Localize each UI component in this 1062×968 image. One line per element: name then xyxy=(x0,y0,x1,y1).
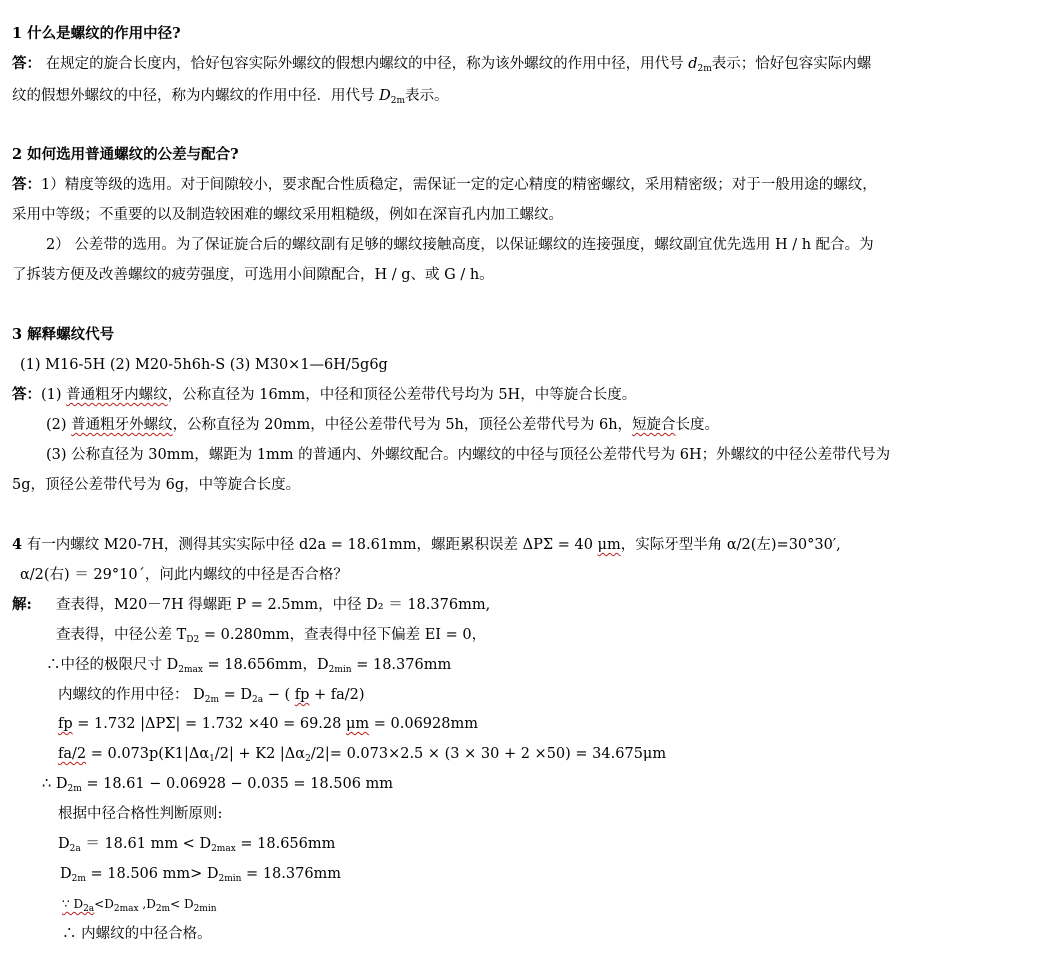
step-text: 查表得，中径公差 T xyxy=(56,627,187,643)
q1-text-1: 在规定的旋合长度内，恰好包容实际外螺纹的假想内螺纹的中径，称为该外螺纹的作用中径，用代号 xyxy=(45,56,684,72)
solution-conclusion: ∴ 内螺纹的中径合格。 xyxy=(62,926,212,942)
step-text: + fa/2) xyxy=(309,687,365,703)
step-text: ∴ D xyxy=(42,776,68,792)
q3-answer-2 xyxy=(46,415,719,435)
q4-title-line-2: α/2(右) ＝ 29°10´，问此内螺纹的中径是否合格？ xyxy=(20,567,348,583)
q4-title-tail: ，实际牙型半角 α/2(左)=30°30′, xyxy=(620,537,841,553)
term-coarse-external-thread: 普通粗牙外螺纹 xyxy=(71,417,173,433)
step-text: = 0.073p(K1|Δα xyxy=(86,746,210,762)
solution-step-7 xyxy=(42,774,393,794)
term-short-engagement: 短旋合 xyxy=(632,417,676,433)
step-text: = 18.376mm xyxy=(351,657,452,673)
q3-codes: (1) M16-5H (2) M20-5h6h-S (3) M30×1—6H/5g6g xyxy=(20,357,388,373)
solution-step-3 xyxy=(46,655,451,675)
subscript: 2min xyxy=(218,874,242,884)
q1-title: 1 什么是螺纹的作用中径? xyxy=(12,25,181,42)
step-text: < D xyxy=(170,897,194,911)
subscript: 2max xyxy=(113,904,139,914)
item-number: (2) xyxy=(46,417,72,433)
step-text: ∴中径的极限尺寸 D xyxy=(46,657,179,673)
term-coarse-internal-thread: 普通粗牙内螺纹 xyxy=(66,387,168,403)
q2-answer-line-2: 采用中等级；不重要的以及制造较困难的螺纹采用粗糙级，例如在深盲孔内加工螺纹。 xyxy=(12,207,563,223)
q1-text-1-tail: 表示；恰好包容实际内螺 xyxy=(711,56,872,72)
step-text: = 18.376mm xyxy=(241,866,342,882)
symbol-D: D xyxy=(379,88,391,104)
step-text: = 18.656mm，D xyxy=(202,657,329,673)
solution-step-8: 根据中径合格性判断原则: xyxy=(58,806,223,822)
subscript: 2a xyxy=(69,844,81,854)
q1-answer-line-2 xyxy=(12,86,449,106)
step-text: 内螺纹的作用中径： D xyxy=(58,687,205,703)
q3-answer-1 xyxy=(12,385,636,405)
step-text: − ( xyxy=(263,687,295,703)
subscript: 1 xyxy=(209,754,215,764)
q3-answer-2-tail: 长度。 xyxy=(675,417,720,433)
q3-answer-2-text: ，公称直径为 20mm，中径公差带代号为 5h，顶径公差带代号为 6h， xyxy=(172,417,633,433)
subscript: 2max xyxy=(211,844,236,854)
subscript: 2a xyxy=(252,695,264,705)
solution-step-9 xyxy=(58,834,335,854)
q2-text-1: 1）精度等级的选用。对于间隙较小，要求配合性质稳定，需保证一定的定心精度的精密螺纹，采用精密级；对于一般用途的螺纹， xyxy=(41,177,877,193)
subscript: D2 xyxy=(186,635,200,645)
q4-title-text: 有一内螺纹 M20-7H，测得其实实际中径 d2a = 18.61mm，螺距累积误差 ΔPΣ = 40 xyxy=(26,537,598,553)
step-text: = 1.732 |ΔPΣ| = 1.732 ×40 = 69.28 xyxy=(72,716,346,732)
q3-answer-1-text: ，公称直径为 16mm，中径和顶径公差带代号均为 5H，中等旋合长度。 xyxy=(167,387,637,403)
subscript: 2m xyxy=(71,874,86,884)
q4-number: 4 xyxy=(12,536,23,553)
step-text: ∵ D xyxy=(62,897,84,911)
solution-step-5 xyxy=(58,714,478,734)
solution-step-10 xyxy=(60,864,341,884)
step-text: /2| + K2 |Δα xyxy=(214,746,306,762)
subscript: 2m xyxy=(67,784,82,794)
symbol-sub: 2m xyxy=(390,96,406,106)
q1-text-2: 纹的假想外螺纹的中径，称为内螺纹的作用中径．用代号 xyxy=(12,88,375,104)
answer-label: 答： xyxy=(12,386,41,403)
step-text: D xyxy=(60,866,72,882)
unit-um: μm xyxy=(345,716,370,732)
step-text: D xyxy=(58,836,70,852)
solution-step-4 xyxy=(58,685,365,705)
q3-answer-3: (3) 公称直径为 30mm，螺距为 1mm 的普通内、外螺纹配合。内螺纹的中径与顶径公差带代号为 6H；外螺纹的中径公差带代号为 xyxy=(46,447,891,463)
subscript: 2max xyxy=(178,665,203,675)
q1-answer-line-1 xyxy=(12,54,871,74)
solution-step-1: 查表得，M20－7H 得螺距 P = 2.5mm，中径 D₂ ＝ 18.376mm, xyxy=(56,597,491,613)
symbol-sub: 2m xyxy=(697,64,712,74)
answer-label: 答： xyxy=(12,55,41,72)
step-text: ,D xyxy=(138,897,156,911)
step-text: <D xyxy=(94,897,114,911)
term-fp: fp xyxy=(58,716,73,732)
solution-step-6 xyxy=(58,744,666,764)
step-text: = 0.280mm，查表得中径下偏差 EI = 0， xyxy=(199,627,487,643)
term-fa: fa/2 xyxy=(58,746,87,762)
symbol-d: d xyxy=(688,56,698,72)
subscript: 2min xyxy=(328,665,352,675)
because-clause xyxy=(62,897,95,914)
unit-um: μm xyxy=(597,537,621,553)
answer-label: 答： xyxy=(12,176,41,193)
step-text: = 18.61 − 0.06928 − 0.035 = 18.506 mm xyxy=(81,776,394,792)
step-text: = 18.656mm xyxy=(235,836,336,852)
step-text: = 0.06928mm xyxy=(369,716,478,732)
subscript: 2min xyxy=(193,904,217,914)
step-text: /2|= 0.073×2.5 × (3 × 30 + 2 ×50) = 34.675μm xyxy=(310,746,667,762)
solution-step-2 xyxy=(56,625,486,645)
q3-answer-3-cont: 5g，顶径公差带代号为 6g，中等旋合长度。 xyxy=(12,477,301,493)
subscript: 2m xyxy=(155,904,171,914)
solution-step-11 xyxy=(62,894,217,914)
step-text: = 18.506 mm> D xyxy=(85,866,219,882)
solution-label: 解: xyxy=(12,596,32,613)
q1-text-2-tail: 表示。 xyxy=(405,88,449,104)
subscript: 2 xyxy=(305,754,311,764)
q2-title: 2 如何选用普通螺纹的公差与配合? xyxy=(12,146,239,163)
item-number: (1) xyxy=(41,387,67,403)
step-text: = D xyxy=(219,687,252,703)
q4-title xyxy=(12,535,841,555)
q3-title: 3 解释螺纹代号 xyxy=(12,326,115,343)
term-fp: fp xyxy=(294,687,310,703)
q2-answer-line-3: 2） 公差带的选用。为了保证旋合后的螺纹副有足够的螺纹接触高度，以保证螺纹的连接强度，螺纹副宜优先选用 H / h 配合。为 xyxy=(46,237,874,253)
q2-answer-line-1 xyxy=(12,175,877,195)
step-text: ＝ 18.61 mm < D xyxy=(80,836,212,852)
subscript: 2m xyxy=(204,695,219,705)
q2-answer-line-4: 了拆装方便及改善螺纹的疲劳强度，可选用小间隙配合，H / g、或 G / h。 xyxy=(12,267,494,283)
subscript: 2a xyxy=(83,904,95,914)
